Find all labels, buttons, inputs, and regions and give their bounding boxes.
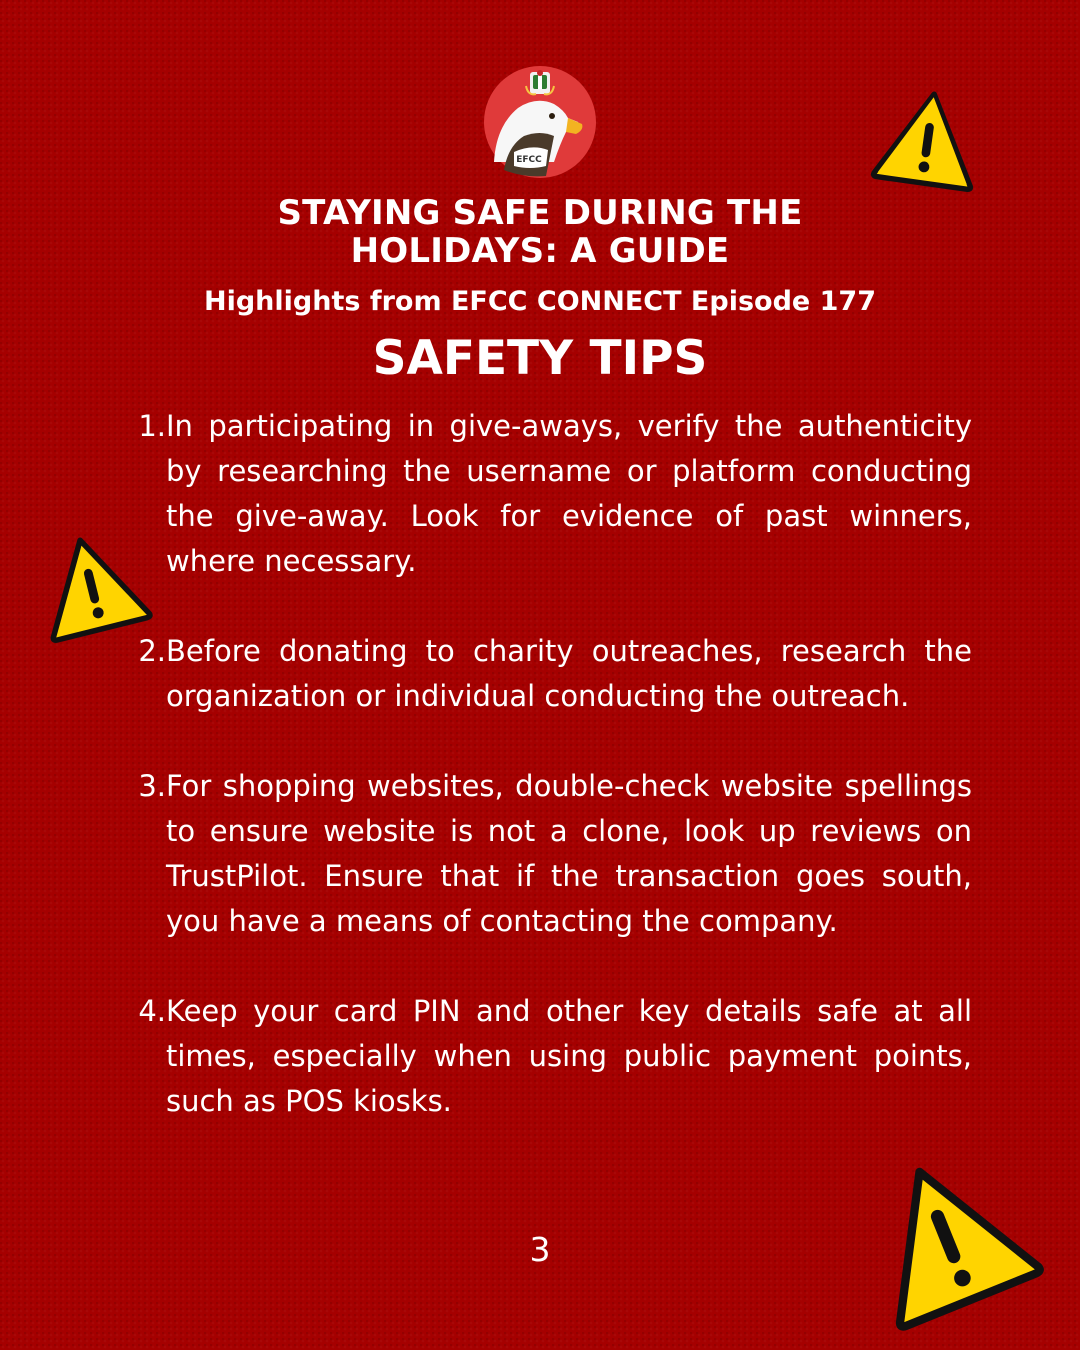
page-subtitle: Highlights from EFCC CONNECT Episode 177 <box>204 286 876 317</box>
eagle-icon <box>484 66 596 178</box>
tip-number: 3. <box>138 769 166 803</box>
tip-number: 2. <box>138 634 166 668</box>
logo-label: EFCC <box>516 155 542 165</box>
page-title-line-2: HOLIDAYS: A GUIDE <box>350 231 730 271</box>
page-title-line-1: STAYING SAFE DURING THE <box>277 193 803 233</box>
page-title <box>140 194 940 270</box>
tip-text: In participating in give-aways, verify the authenticity by researching the username or platform conducting the give-away. Look for evidence of past winners, where necessary. <box>166 409 972 578</box>
page-number: 3 <box>529 1230 551 1269</box>
list-item <box>120 989 972 1124</box>
tip-text: For shopping websites, double-check website spellings to ensure website is not a clone, look up reviews on TrustPilot. Ensure that if the transaction goes south, you have a means of contacting the company. <box>166 769 972 938</box>
list-item <box>120 629 972 719</box>
tip-number: 1. <box>138 409 166 443</box>
section-title: SAFETY TIPS <box>372 331 708 386</box>
tip-text: Keep your card PIN and other key details safe at all times, especially when using public payment points, such as POS kiosks. <box>166 994 972 1118</box>
safety-tips-list <box>120 404 972 1169</box>
warning-icon <box>867 79 988 197</box>
efcc-logo <box>484 66 596 178</box>
tip-text: Before donating to charity outreaches, research the organization or individual conducting the outreach. <box>166 634 972 713</box>
tip-number: 4. <box>138 994 166 1028</box>
list-item <box>120 764 972 944</box>
list-item <box>120 404 972 584</box>
